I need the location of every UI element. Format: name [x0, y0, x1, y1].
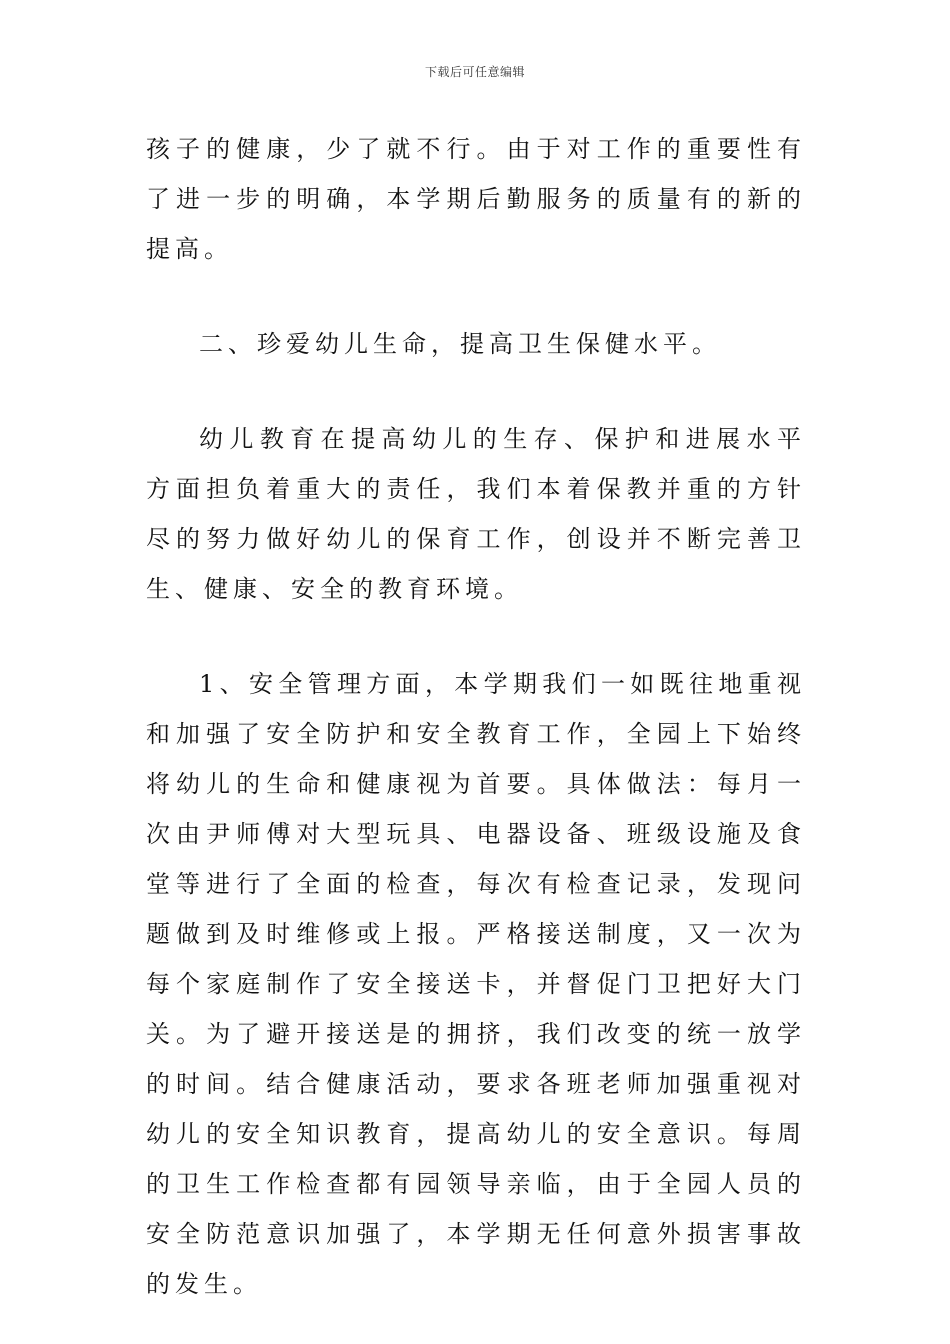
- paragraph-gap: [146, 614, 806, 659]
- section-heading: 二、珍爱幼儿生命，提高卫生保健水平。: [199, 330, 721, 358]
- paragraph-gap: [146, 369, 806, 414]
- paragraph-safety: 1、安全管理方面，本学期我们一如既往地重视和加强了安全防护和安全教育工作，全园上下始终将幼儿的生命和健康视为首要。具体做法：每月一次由尹师傅对大型玩具、电器设备、班级设施及食堂等进行了全面的检查，每次有检查记录，发现问题做到及时维修或上报。严格接送制度，又一次为每个家庭制作了安全接送卡，并督促门卫把好大门关。为了避开接送是的拥挤，我们改变的统一放学的时间。结合健康活动，要求各班老师加强重视对幼儿的安全知识教育，提高幼儿的安全意识。每周的卫生工作检查都有园领导亲临，由于全园人员的安全防范意识加强了，本学期无任何意外损害事故的发生。: [146, 670, 806, 1298]
- paragraph-continuation: 孩子的健康，少了就不行。由于对工作的重要性有了进一步的明确，本学期后勤服务的质量有的新的提高。: [146, 135, 806, 263]
- paragraph-gap: [146, 274, 806, 319]
- page-header: 下载后可任意编辑: [424, 65, 525, 79]
- paragraph-intro: 幼儿教育在提高幼儿的生存、保护和进展水平方面担负着重大的责任，我们本着保教并重的方针尽的努力做好幼儿的保育工作，创设并不断完善卫生、健康、安全的教育环境。: [146, 425, 806, 603]
- document-body: [146, 124, 806, 1309]
